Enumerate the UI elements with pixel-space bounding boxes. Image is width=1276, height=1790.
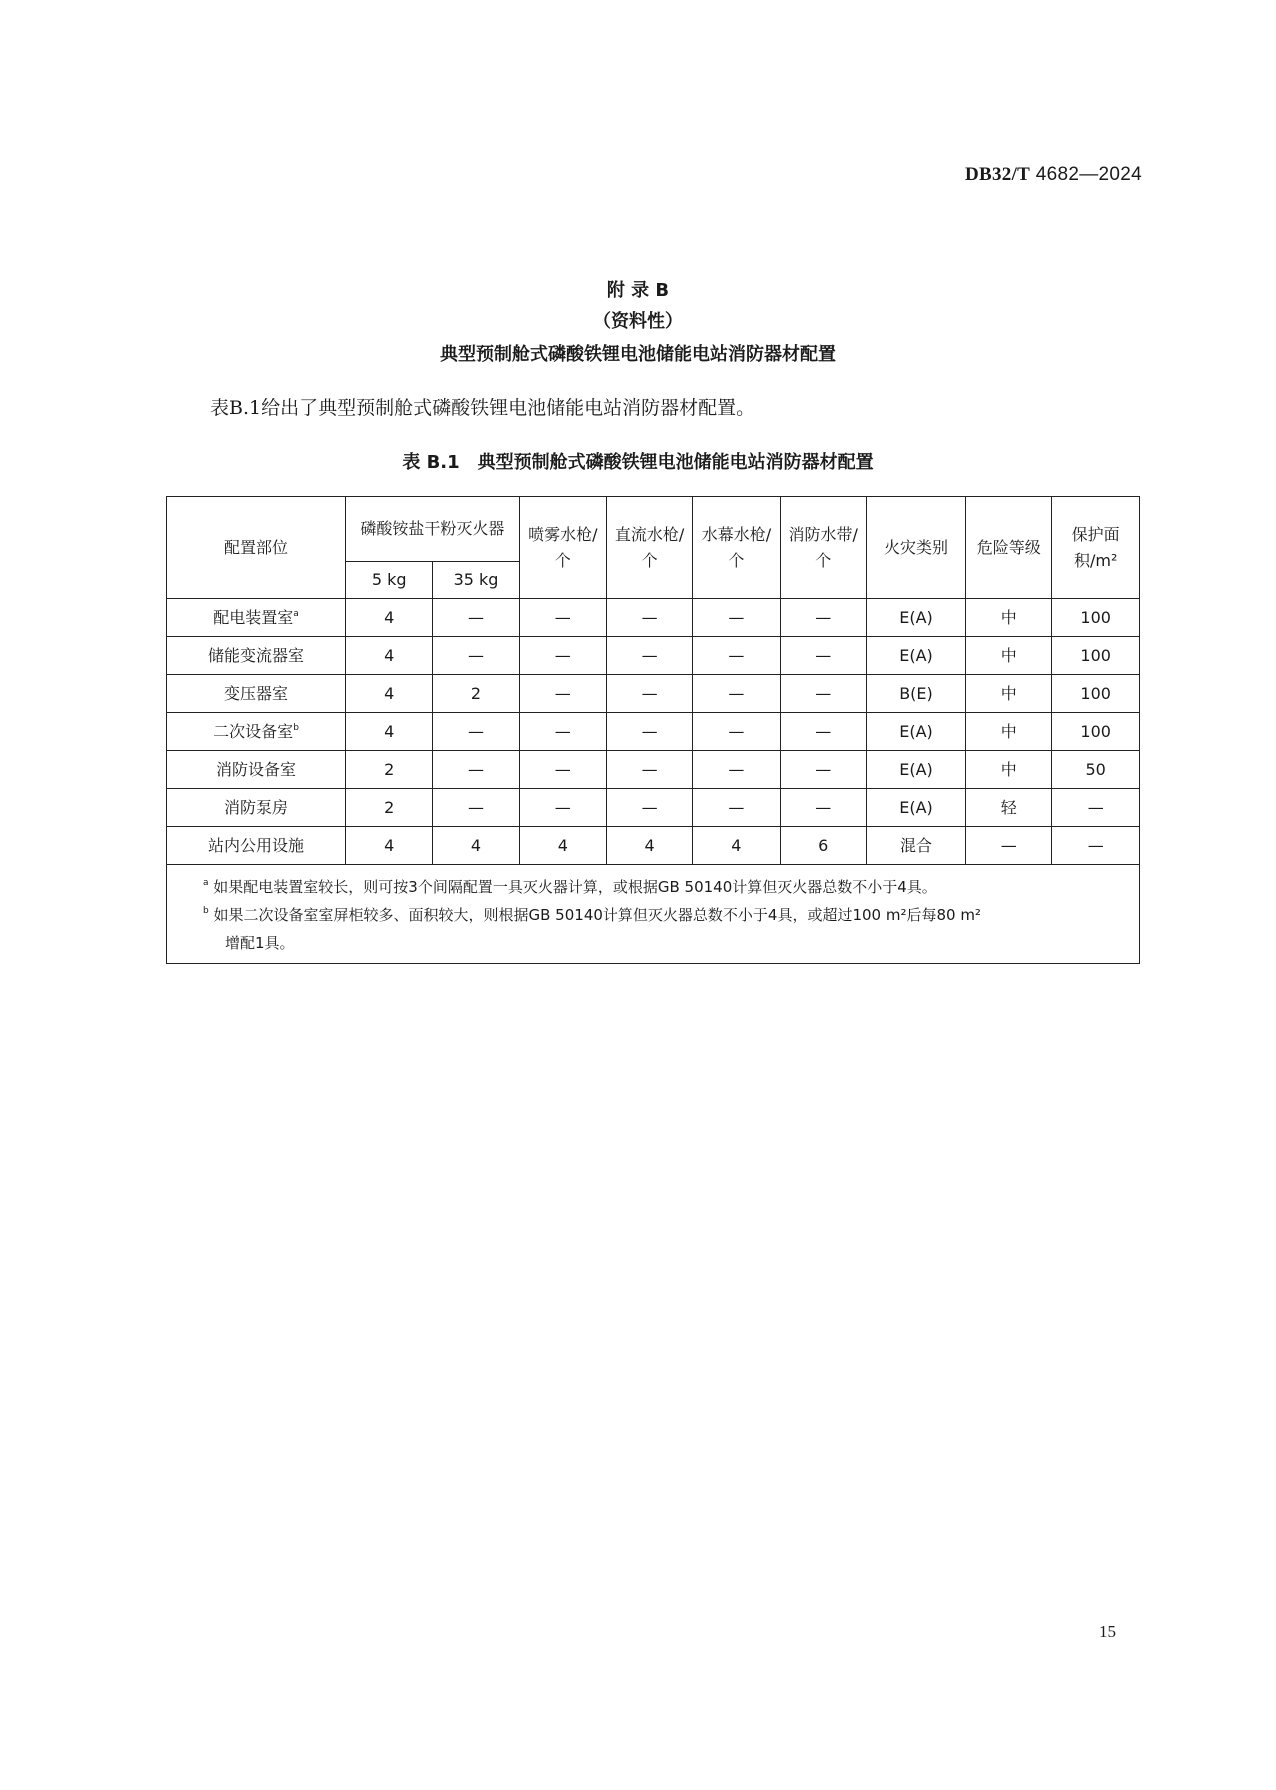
cell-straight: —	[606, 637, 692, 675]
cell-hose: —	[780, 637, 866, 675]
cell-area: 50	[1052, 751, 1140, 789]
cell-5kg: 4	[346, 713, 433, 751]
table-row	[167, 599, 1140, 637]
table-row	[167, 675, 1140, 713]
cell-location: 变压器室	[167, 675, 346, 713]
cell-area: —	[1052, 827, 1140, 865]
header-35kg: 35 kg	[433, 562, 519, 599]
cell-curtain: —	[693, 713, 780, 751]
cell-5kg: 2	[346, 789, 433, 827]
cell-spray: —	[519, 713, 606, 751]
table-row	[167, 827, 1140, 865]
cell-curtain: —	[693, 637, 780, 675]
cell-area: 100	[1052, 637, 1140, 675]
cell-5kg: 4	[346, 675, 433, 713]
cell-hose: —	[780, 599, 866, 637]
cell-hazard: 中	[966, 713, 1052, 751]
cell-spray: 4	[519, 827, 606, 865]
table-notes-row	[167, 865, 1140, 964]
document-number	[965, 164, 1142, 186]
cell-spray: —	[519, 789, 606, 827]
cell-5kg: 4	[346, 637, 433, 675]
note-b: $^b$ 如果二次设备室室屏柜较多、面积较大，则根据GB 50140计算但灭火器总数不小于4具，或超过100 m²后每80 m²	[203, 906, 981, 924]
cell-straight: 4	[606, 827, 692, 865]
equipment-table	[166, 496, 1140, 964]
cell-fire-class: E(A)	[866, 789, 965, 827]
cell-5kg: 2	[346, 751, 433, 789]
cell-location: 二次设备室$^b$	[167, 713, 346, 751]
cell-straight: —	[606, 789, 692, 827]
header-5kg: 5 kg	[346, 562, 433, 599]
cell-hose: —	[780, 751, 866, 789]
cell-fire-class: 混合	[866, 827, 965, 865]
header-fire-class: 火灾类别	[866, 497, 965, 599]
cell-hazard: 中	[966, 599, 1052, 637]
cell-35kg: 2	[433, 675, 519, 713]
cell-straight: —	[606, 675, 692, 713]
header-area: 保护面积/m²	[1052, 497, 1140, 599]
table-caption: 表 B.1 典型预制舱式磷酸铁锂电池储能电站消防器材配置	[402, 452, 874, 473]
cell-curtain: 4	[693, 827, 780, 865]
cell-fire-class: B(E)	[866, 675, 965, 713]
cell-35kg: —	[433, 789, 519, 827]
cell-hazard: 轻	[966, 789, 1052, 827]
cell-location: 站内公用设施	[167, 827, 346, 865]
cell-fire-class: E(A)	[866, 751, 965, 789]
cell-fire-class: E(A)	[866, 637, 965, 675]
cell-hose: —	[780, 789, 866, 827]
cell-hazard: 中	[966, 675, 1052, 713]
cell-spray: —	[519, 675, 606, 713]
cell-5kg: 4	[346, 827, 433, 865]
header-spray: 喷雾水枪/个	[519, 497, 606, 599]
cell-straight: —	[606, 599, 692, 637]
header-straight: 直流水枪/个	[606, 497, 692, 599]
note-a: $^a$ 如果配电装置室较长，则可按3个间隔配置一具灭火器计算，或根据GB 50140计算但灭火器总数不小于4具。	[203, 878, 937, 896]
table-row	[167, 713, 1140, 751]
cell-spray: —	[519, 751, 606, 789]
cell-straight: —	[606, 751, 692, 789]
cell-curtain: —	[693, 675, 780, 713]
appendix-label: 附 录 B	[606, 280, 670, 301]
cell-curtain: —	[693, 751, 780, 789]
appendix-title: 典型预制舱式磷酸铁锂电池储能电站消防器材配置	[440, 344, 836, 365]
cell-hose: 6	[780, 827, 866, 865]
cell-hazard: —	[966, 827, 1052, 865]
note-b-continued: 增配1具。	[225, 934, 295, 952]
cell-hazard: 中	[966, 637, 1052, 675]
appendix-nature: （资料性）	[593, 311, 683, 332]
cell-35kg: —	[433, 713, 519, 751]
cell-straight: —	[606, 713, 692, 751]
cell-location: 配电装置室$^a$	[167, 599, 346, 637]
cell-area: 100	[1052, 713, 1140, 751]
cell-location: 消防设备室	[167, 751, 346, 789]
cell-spray: —	[519, 637, 606, 675]
cell-35kg: —	[433, 599, 519, 637]
table-row	[167, 789, 1140, 827]
intro-paragraph: 表B.1给出了典型预制舱式磷酸铁锂电池储能电站消防器材配置。	[210, 397, 756, 419]
cell-area: 100	[1052, 675, 1140, 713]
table-row	[167, 637, 1140, 675]
cell-curtain: —	[693, 789, 780, 827]
cell-hazard: 中	[966, 751, 1052, 789]
cell-hose: —	[780, 713, 866, 751]
cell-area: 100	[1052, 599, 1140, 637]
cell-location: 储能变流器室	[167, 637, 346, 675]
cell-fire-class: E(A)	[866, 599, 965, 637]
cell-hose: —	[780, 675, 866, 713]
header-hose: 消防水带/个	[780, 497, 866, 599]
header-hazard: 危险等级	[966, 497, 1052, 599]
cell-spray: —	[519, 599, 606, 637]
cell-location: 消防泵房	[167, 789, 346, 827]
cell-curtain: —	[693, 599, 780, 637]
header-curtain: 水幕水枪/个	[693, 497, 780, 599]
page-number: 15	[1099, 1622, 1116, 1641]
cell-35kg: —	[433, 637, 519, 675]
cell-area: —	[1052, 789, 1140, 827]
header-extinguisher: 磷酸铵盐干粉灭火器	[346, 497, 520, 562]
cell-fire-class: E(A)	[866, 713, 965, 751]
cell-35kg: 4	[433, 827, 519, 865]
doc-number: 4682—2024	[1035, 164, 1142, 185]
table-row	[167, 751, 1140, 789]
cell-35kg: —	[433, 751, 519, 789]
table-notes	[167, 865, 1140, 964]
doc-prefix: DB32/T	[965, 164, 1031, 185]
header-location: 配置部位	[167, 497, 346, 599]
cell-5kg: 4	[346, 599, 433, 637]
